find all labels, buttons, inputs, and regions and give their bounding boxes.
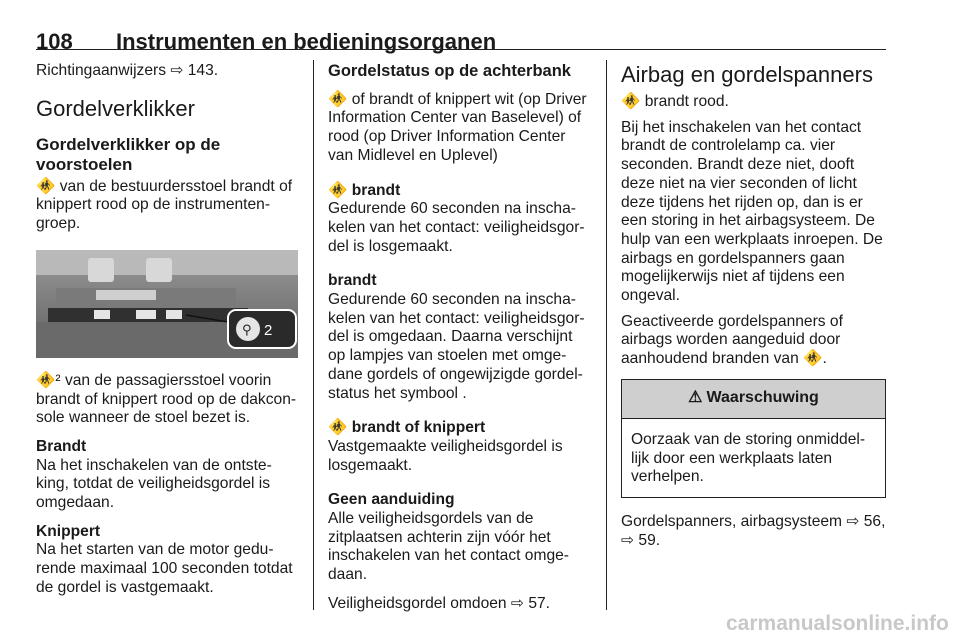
warning-box	[621, 379, 886, 498]
status-label: 🚸 brandt of knippert	[328, 419, 486, 437]
page-title: Instrumenten en bedieningsorganen	[116, 29, 497, 54]
intro-text: Richtingaanwijzers ⇨ 143.	[36, 62, 219, 79]
column-divider	[313, 60, 314, 610]
roof-console-photo	[36, 250, 298, 358]
watermark: carmanualsonline.info	[726, 612, 949, 635]
paragraph: Geactiveerde gordelspanners of airbags worden aangeduid door aanhoudend branden van 🚸.	[621, 312, 843, 368]
paragraph: Gedurende 60 seconden na inscha-kelen van het contact: veiligheidsgor-del is omgedaan. Daarna verschijnt op lampjes van stoelen met omge-dane gordels of ongewijzigde gordel-status het symbool .	[328, 291, 585, 402]
paragraph: Gedurende 60 seconden na inscha-kelen van het contact: veiligheidsgor-del is losgemaakt.	[328, 200, 585, 255]
column-3	[621, 62, 886, 557]
paragraph: 🚸 brandt rood.	[621, 93, 729, 110]
column-divider	[606, 60, 607, 610]
subsection-heading: Gordelverklikker op de voorstoelen	[36, 134, 221, 174]
warning-text: Oorzaak van de storing onmiddel-lijk door een werkplaats laten verhelpen.	[631, 430, 866, 486]
column-1	[36, 62, 298, 605]
status-label: Geen aanduiding	[328, 491, 455, 509]
section-heading: Airbag en gordelspanners	[621, 62, 873, 87]
page-header	[36, 29, 496, 55]
column-2	[328, 62, 592, 621]
status-label: 🚸 brandt	[328, 181, 401, 199]
paragraph: Na het inschakelen van de ontste-king, totdat de veiligheidsgordel is omgedaan.	[36, 456, 272, 512]
paragraph: 🚸² van de passagiersstoel voorin brandt of knippert rood op de dakcon-sole wanneer de stoel bezet is.	[36, 371, 297, 427]
status-label: brandt	[328, 272, 377, 290]
status-label: Brandt	[36, 437, 87, 455]
paragraph: Vastgemaakte veiligheidsgordel is losgemaakt.	[328, 437, 563, 474]
roof-console-illustration	[36, 250, 298, 358]
paragraph: Alle veiligheidsgordels van de zitplaatsen achterin zijn vóór het inschakelen van het contact omge-daan.	[328, 510, 569, 584]
cross-reference: Veiligheidsgordel omdoen ⇨ 57.	[328, 594, 550, 612]
warning-title: Waarschuwing	[706, 389, 819, 407]
paragraph: Na het starten van de motor gedu-rende maximaal 100 seconden totdat de gordel is vastgemaakt.	[36, 541, 293, 596]
warning-triangle-icon: ⚠	[688, 389, 703, 407]
paragraph: 🚸 of brandt of knippert wit (op Driver Information Center van Baselevel) of rood (op Driver Information Center van Midlevel en Uplevel)	[328, 90, 587, 164]
warning-header	[622, 380, 885, 419]
svg-text:⚲: ⚲	[242, 322, 252, 338]
header-rule	[36, 49, 886, 50]
section-heading: Gordelstatus op de achterbank	[328, 62, 571, 80]
section-heading: Gordelverklikker	[36, 95, 195, 121]
page-number: 108	[36, 29, 73, 54]
paragraph: Bij het inschakelen van het contact brandt de controlelamp ca. vier seconden. Brandt deze niet, dooft deze niet na vier seconden of licht deze tijdens het rijden op, dan is er een storing in het airbagsysteem. De hulp van een werkplaats inroepen. De airbags en gordelspanners gaan mogelijkerwijs niet af tijdens een ongeval.	[621, 118, 883, 305]
photo-callout-label: 2	[264, 321, 273, 339]
status-label: Knippert	[36, 522, 101, 540]
paragraph: 🚸 van de bestuurdersstoel brandt of knippert rood op de instrumenten-groep.	[36, 177, 293, 233]
cross-reference: Gordelspanners, airbagsysteem ⇨ 56, ⇨ 59.	[621, 512, 886, 549]
